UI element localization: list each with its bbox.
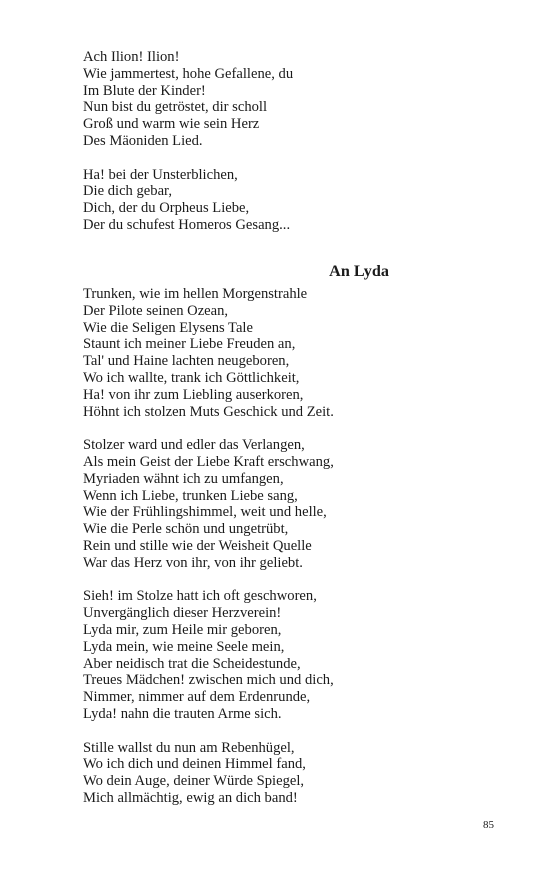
verse-line: Ach Ilion! Ilion! (83, 49, 180, 65)
verse-line: Wie der Frühlingshimmel, weit und helle, (83, 504, 327, 521)
verse-line: Stille wallst du nun am Rebenhügel, (83, 739, 295, 756)
page-number: 85 (483, 819, 494, 831)
stanza (83, 588, 503, 722)
verse-line: Lyda mir, zum Heile mir geboren, (83, 621, 282, 638)
verse-line: Des Mäoniden Lied. (83, 132, 203, 149)
verse-line: Nun bist du getröstet, dir scholl (83, 99, 268, 116)
verse-line: Ha! von ihr zum Liebling auserkoren, (83, 386, 304, 403)
verse-line: Wo dein Auge, deiner Würde Spiegel, (83, 773, 305, 790)
verse-line: Als mein Geist der Liebe Kraft erschwang, (83, 453, 334, 470)
stanza-gap (83, 150, 503, 167)
verse-line: Höhnt ich stolzen Muts Geschick und Zeit. (83, 403, 334, 420)
verse-line: Wie die Perle schön und ungetrübt, (83, 521, 289, 538)
stanza-gap (83, 420, 503, 437)
verse-line: War das Herz von ihr, von ihr geliebt. (83, 554, 303, 571)
verse-line: Trunken, wie im hellen Morgenstrahle (83, 286, 308, 302)
verse-line: Groß und warm wie sein Herz (83, 116, 260, 133)
verse-line: Der Pilote seinen Ozean, (83, 302, 229, 319)
stanza (83, 167, 503, 234)
verse-line: Lyda! nahn die trauten Arme sich. (83, 705, 282, 722)
poem-fragment (83, 49, 503, 234)
verse-line: Rein und stille wie der Weisheit Quelle (83, 537, 312, 554)
poem-title: An Lyda (329, 262, 389, 280)
stanza (83, 286, 503, 420)
verse-line: Wenn ich Liebe, trunken Liebe sang, (83, 487, 298, 504)
poem-body (83, 286, 503, 807)
verse-line: Sieh! im Stolze hatt ich oft geschworen, (83, 588, 317, 605)
stanza (83, 740, 503, 807)
verse-line: Myriaden wähnt ich zu umfangen, (83, 470, 284, 487)
verse-line: Wie die Seligen Elysens Tale (83, 319, 253, 336)
verse-line: Tal' und Haine lachten neugeboren, (83, 353, 290, 370)
verse-line: Wie jammertest, hohe Gefallene, du (83, 65, 294, 82)
verse-line: Der du schufest Homeros Gesang... (83, 216, 291, 233)
stanza (83, 49, 503, 150)
verse-line: Mich allmächtig, ewig an dich band! (83, 789, 298, 806)
verse-line: Nimmer, nimmer auf dem Erdenrunde, (83, 689, 311, 706)
verse-line: Wo ich dich und deinen Himmel fand, (83, 756, 306, 773)
verse-line: Ha! bei der Unsterblichen, (83, 166, 238, 183)
stanza (83, 437, 503, 571)
verse-line: Die dich gebar, (83, 183, 172, 200)
stanza-gap (83, 572, 503, 589)
verse-line: Wo ich wallte, trank ich Göttlichkeit, (83, 369, 300, 386)
verse-line: Treues Mädchen! zwischen mich und dich, (83, 672, 334, 689)
verse-line: Im Blute der Kinder! (83, 82, 206, 99)
verse-line: Aber neidisch trat die Scheidestunde, (83, 655, 301, 672)
verse-line: Lyda mein, wie meine Seele mein, (83, 638, 285, 655)
verse-line: Unvergänglich dieser Herzverein! (83, 605, 282, 622)
stanza-gap (83, 723, 503, 740)
verse-line: Stolzer ward und edler das Verlangen, (83, 437, 305, 454)
verse-line: Staunt ich meiner Liebe Freuden an, (83, 336, 296, 353)
verse-line: Dich, der du Orpheus Liebe, (83, 200, 250, 217)
